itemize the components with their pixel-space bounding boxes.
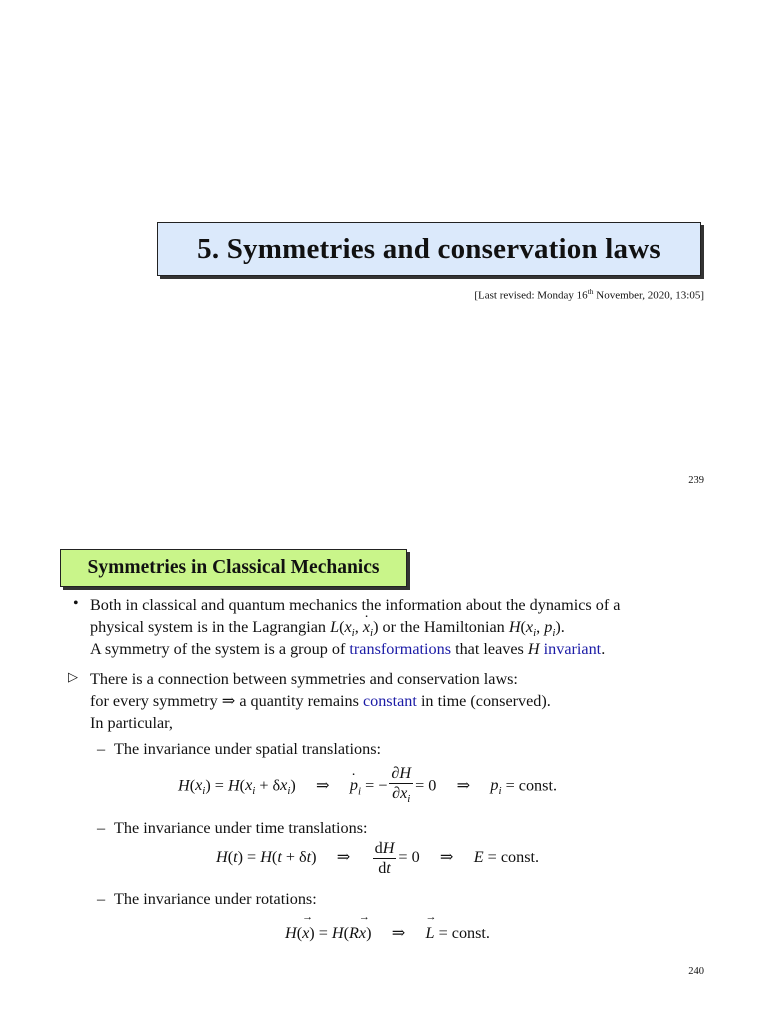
- lagrangian-symbol: L: [330, 618, 340, 636]
- hamiltonian-symbol: H: [508, 618, 521, 636]
- item-spatial-translations: The invariance under spatial translations:: [114, 740, 381, 758]
- triangle-marker: ▷: [68, 669, 78, 684]
- item-time-translations: The invariance under time translations:: [114, 819, 368, 837]
- invariant-link[interactable]: invariant: [543, 640, 602, 658]
- paragraph-2-line-1: There is a connection between symmetries and conservation laws:: [90, 670, 518, 688]
- paragraph-1-text-d: that leaves: [451, 640, 528, 658]
- page-number: 239: [688, 475, 704, 486]
- paragraph-1-text-c: A symmetry of the system is a group of: [90, 640, 350, 658]
- dash-marker: –: [97, 890, 106, 908]
- paragraph-1-text-b: or the Hamiltonian: [378, 618, 509, 636]
- const-label-3: const.: [451, 924, 490, 942]
- chapter-title: 5. Symmetries and conservation laws: [197, 232, 661, 265]
- paragraph-1-line-1: Both in classical and quantum mechanics the information about the dynamics of a: [90, 596, 621, 614]
- const-label-1: const.: [518, 776, 557, 795]
- last-revised-note: [474, 287, 704, 302]
- paragraph-2-line-3: In particular,: [90, 714, 173, 732]
- equation-momentum-conservation: $H(x_i) = H(x_i + \delta x_i)$ ⇒ ˙ $p_i$ = − $\frac{\partial H}{\partial x_i}$ = 0 ⇒ $p_i$ = const.: [178, 764, 557, 809]
- transformations-link[interactable]: transformations: [349, 640, 452, 658]
- section-title: Symmetries in Classical Mechanics: [87, 557, 380, 578]
- page-number: 240: [688, 966, 704, 977]
- paragraph-1-text-a: physical system is in the Lagrangian: [90, 618, 331, 636]
- dash-marker: –: [97, 819, 106, 837]
- constant-link[interactable]: constant: [362, 692, 417, 710]
- dash-marker: –: [97, 740, 106, 758]
- paragraph-2-text-a: for every symmetry ⇒ a quantity remains: [90, 692, 363, 710]
- last-revised-ordinal: th: [587, 287, 594, 296]
- paragraph-2-text-b: in time (conserved).: [416, 692, 551, 710]
- bullet-marker: •: [73, 595, 79, 612]
- section-title-box: [60, 549, 407, 587]
- last-revised-suffix: November, 2020, 13:05]: [593, 289, 704, 302]
- item-rotations: The invariance under rotations:: [114, 890, 317, 908]
- hamiltonian-symbol-2: H: [527, 640, 540, 658]
- const-label-2: const.: [500, 848, 540, 867]
- chapter-title-box: [157, 222, 701, 276]
- paragraph-2-line-2: [90, 690, 551, 712]
- paragraph-1-line-3: A symmetry of the system is a group of transformations that leaves H invariant.: [90, 640, 606, 658]
- last-revised-prefix: [Last revised: Monday 16: [474, 289, 588, 302]
- equation-angular-momentum-conservation: H(→ x) = H(R→ x) ⇒ → L = const.: [285, 923, 490, 943]
- equation-energy-conservation: H(t) = H(t + δt) ⇒ $\frac{dH}{dt}$ = 0 ⇒ E = const.: [216, 839, 540, 877]
- paragraph-1-line-2: physical system is in the Lagrangian $L(x_i$, ˙ $x_i$) or the Hamiltonian $H(x_i$, $p_i$).: [90, 616, 565, 644]
